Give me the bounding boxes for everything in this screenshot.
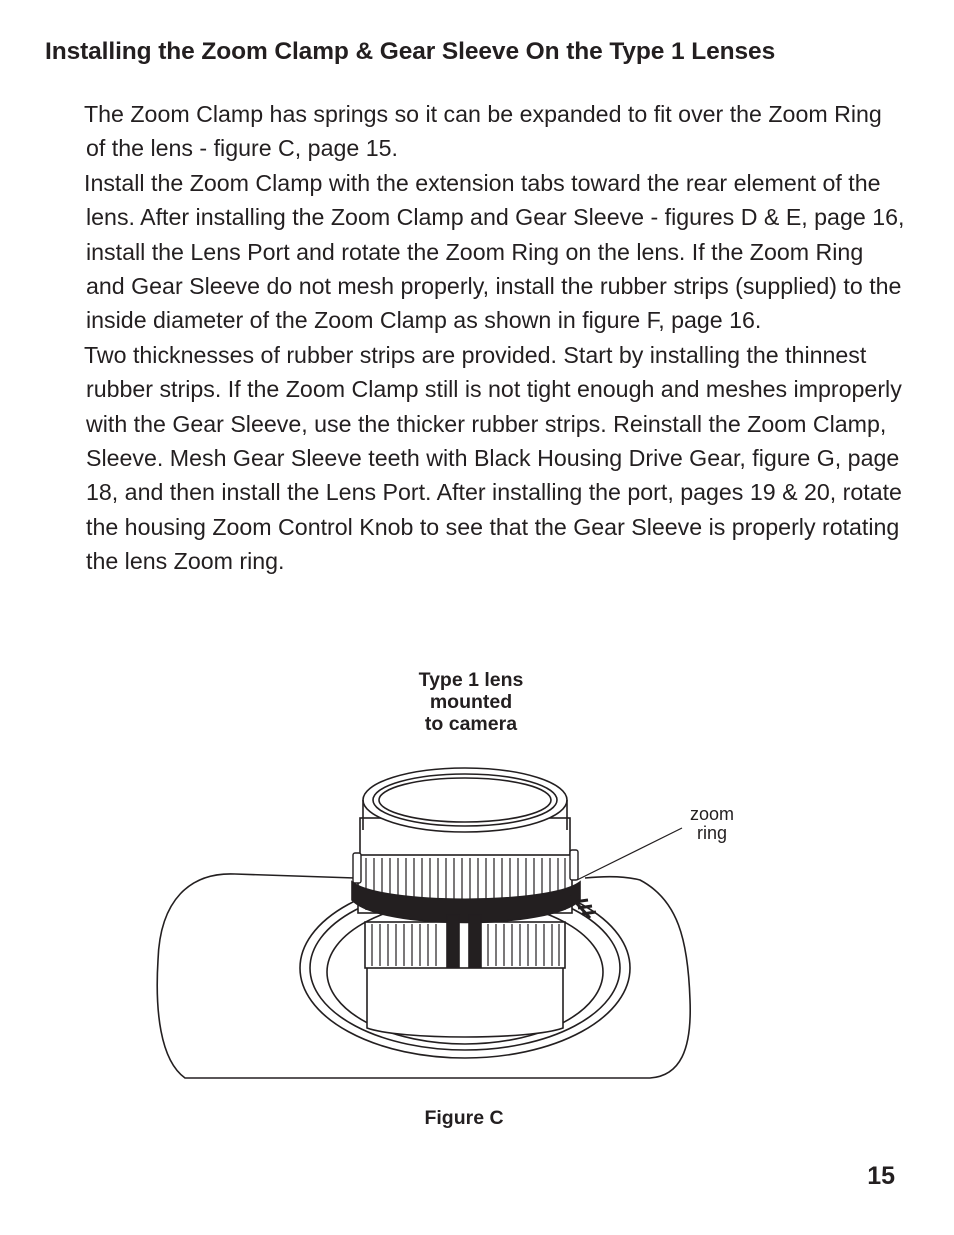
clamp-tab-left (447, 915, 459, 967)
paragraph-zoom-clamp-springs: The Zoom Clamp has springs so it can be expanded to fit over the Zoom Ring of the lens - figure C, page 15. (84, 101, 882, 162)
drive-gear (570, 896, 596, 918)
clamp-spring-left (353, 853, 361, 883)
figure-caption-line: to camera (424, 713, 518, 735)
figure-label: Figure C (424, 1107, 504, 1129)
page-number: 15 (867, 1162, 895, 1190)
zoom-ring-leader-line (577, 828, 682, 880)
callout-line: zoom (689, 804, 734, 824)
paragraph-rubber-strips: Two thicknesses of rubber strips are provided. Start by installing the thinnest rubber strips. If the Zoom Clamp still is not tight enough and meshes improperly with the Gear Sleeve, use the thicker rubber strips. Reinstall the Zoom Clamp, Sleeve. Mesh Gear Sleeve teeth with Black Housing Drive Gear, figure G, page 18, and then install the Lens Port. After installing the port, pages 19 & 20, rotate the housing Zoom Control Knob to see that the Gear Sleeve is properly rotating the lens Zoom ring. (84, 341, 902, 575)
paragraph-install-zoom-clamp: Install the Zoom Clamp with the extension tabs toward the rear element of the lens. After installing the Zoom Clamp and Gear Sleeve - figures D & E, page 16, install the Lens Port and rotate the Zoom Ring on the lens. If the Zoom Ring and Gear Sleeve do not mesh properly, install the rubber strips (supplied) to the inside diameter of the Zoom Clamp as shown in figure F, page 16. (84, 169, 905, 334)
page-heading: Installing the Zoom Clamp & Gear Sleeve On the Type 1 Lenses (45, 38, 776, 65)
clamp-tab-right (469, 915, 481, 967)
lower-knurl-ring (365, 922, 565, 968)
callout-line: ring (696, 823, 727, 843)
figure-caption-line: mounted (429, 691, 513, 713)
clamp-spring-right (570, 850, 578, 880)
figure-caption-line: Type 1 lens (418, 669, 524, 691)
camera-body-left-edge (235, 874, 355, 878)
